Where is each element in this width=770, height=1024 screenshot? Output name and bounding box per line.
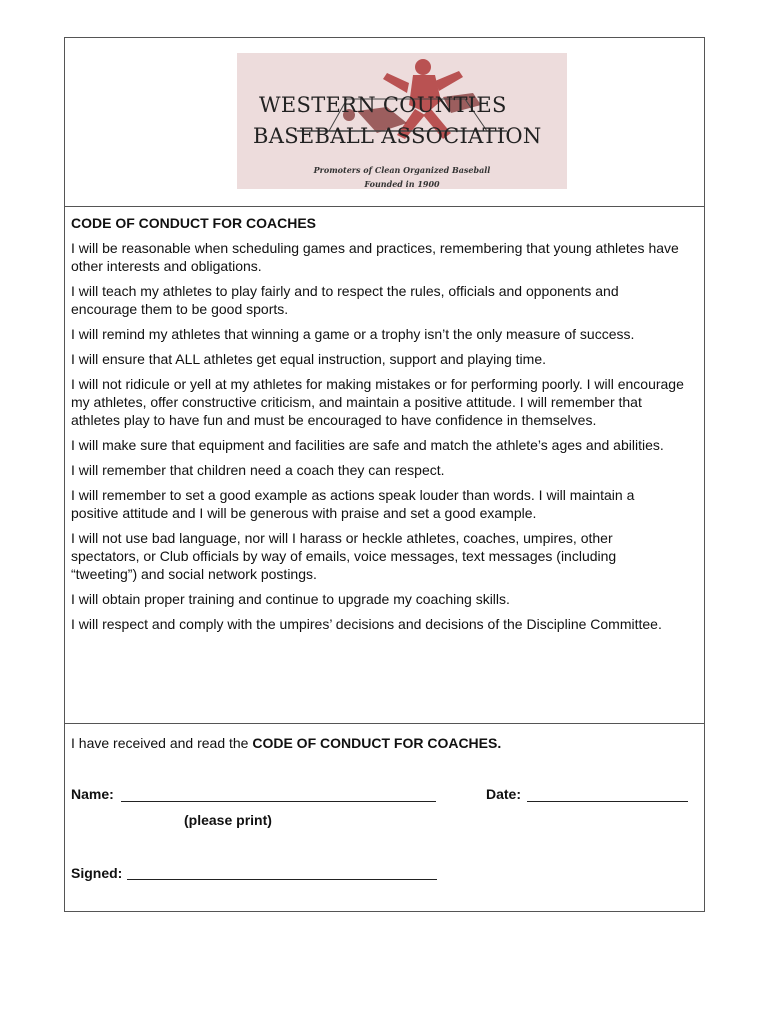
signature-field[interactable] (127, 879, 437, 880)
name-hint: (please print) (184, 812, 272, 828)
conduct-rule: I will not use bad language, nor will I harass or heckle athletes, coaches, umpires, other spectators, or Club officials by way of emails, voice messages, text messages (including “tweeting”) and social network postings. (71, 530, 617, 582)
conduct-rule: I will be reasonable when scheduling games and practices, remembering that young athletes have other interests and obligations. (71, 240, 679, 274)
acknowledgement-title: CODE OF CONDUCT FOR COACHES. (252, 735, 502, 751)
acknowledgement-text (71, 734, 501, 752)
name-label: Name: (71, 786, 114, 802)
conduct-rule: I will not ridicule or yell at my athletes for making mistakes or for performing poorly. I will encourage my athletes, offer constructive criticism, and maintain a positive attitude. I will remember that athletes play to have fun and must be encouraged to have confidence in themselves. (71, 376, 684, 428)
conduct-rule: I will obtain proper training and continue to upgrade my coaching skills. (71, 591, 510, 607)
acknowledgement-prefix: I have received and read the (71, 735, 253, 751)
conduct-rule: I will remember that children need a coach they can respect. (71, 462, 445, 478)
conduct-rule: I will make sure that equipment and facilities are safe and match the athlete’s ages and abilities. (71, 437, 664, 453)
signature-section (65, 724, 704, 913)
conduct-rule: I will teach my athletes to play fairly and to respect the rules, officials and opponents and encourage them to be good sports. (71, 283, 619, 317)
conduct-section (65, 206, 704, 724)
name-field[interactable] (121, 801, 436, 802)
logo-title-line1: WESTERN COUNTIES (259, 93, 507, 117)
code-of-conduct-form (64, 37, 705, 912)
date-field[interactable] (527, 801, 688, 802)
conduct-rule: I will respect and comply with the umpires’ decisions and decisions of the Discipline Committee. (71, 616, 662, 632)
association-logo (237, 53, 567, 189)
conduct-rule: I will remind my athletes that winning a game or a trophy isn’t the only measure of success. (71, 326, 635, 342)
date-label: Date: (486, 786, 522, 802)
conduct-title: CODE OF CONDUCT FOR COACHES (71, 215, 316, 231)
conduct-rule: I will remember to set a good example as actions speak louder than words. I will maintain a positive attitude and I will be generous with praise and set a good example. (71, 487, 635, 521)
logo-title-line2: BASEBALL ASSOCIATION (253, 124, 542, 148)
conduct-rule: I will ensure that ALL athletes get equal instruction, support and playing time. (71, 351, 546, 367)
logo-section (65, 38, 704, 207)
logo-founded: Founded in 1900 (364, 179, 440, 189)
logo-tagline: Promoters of Clean Organized Baseball (313, 165, 491, 175)
signed-label: Signed: (71, 865, 123, 881)
